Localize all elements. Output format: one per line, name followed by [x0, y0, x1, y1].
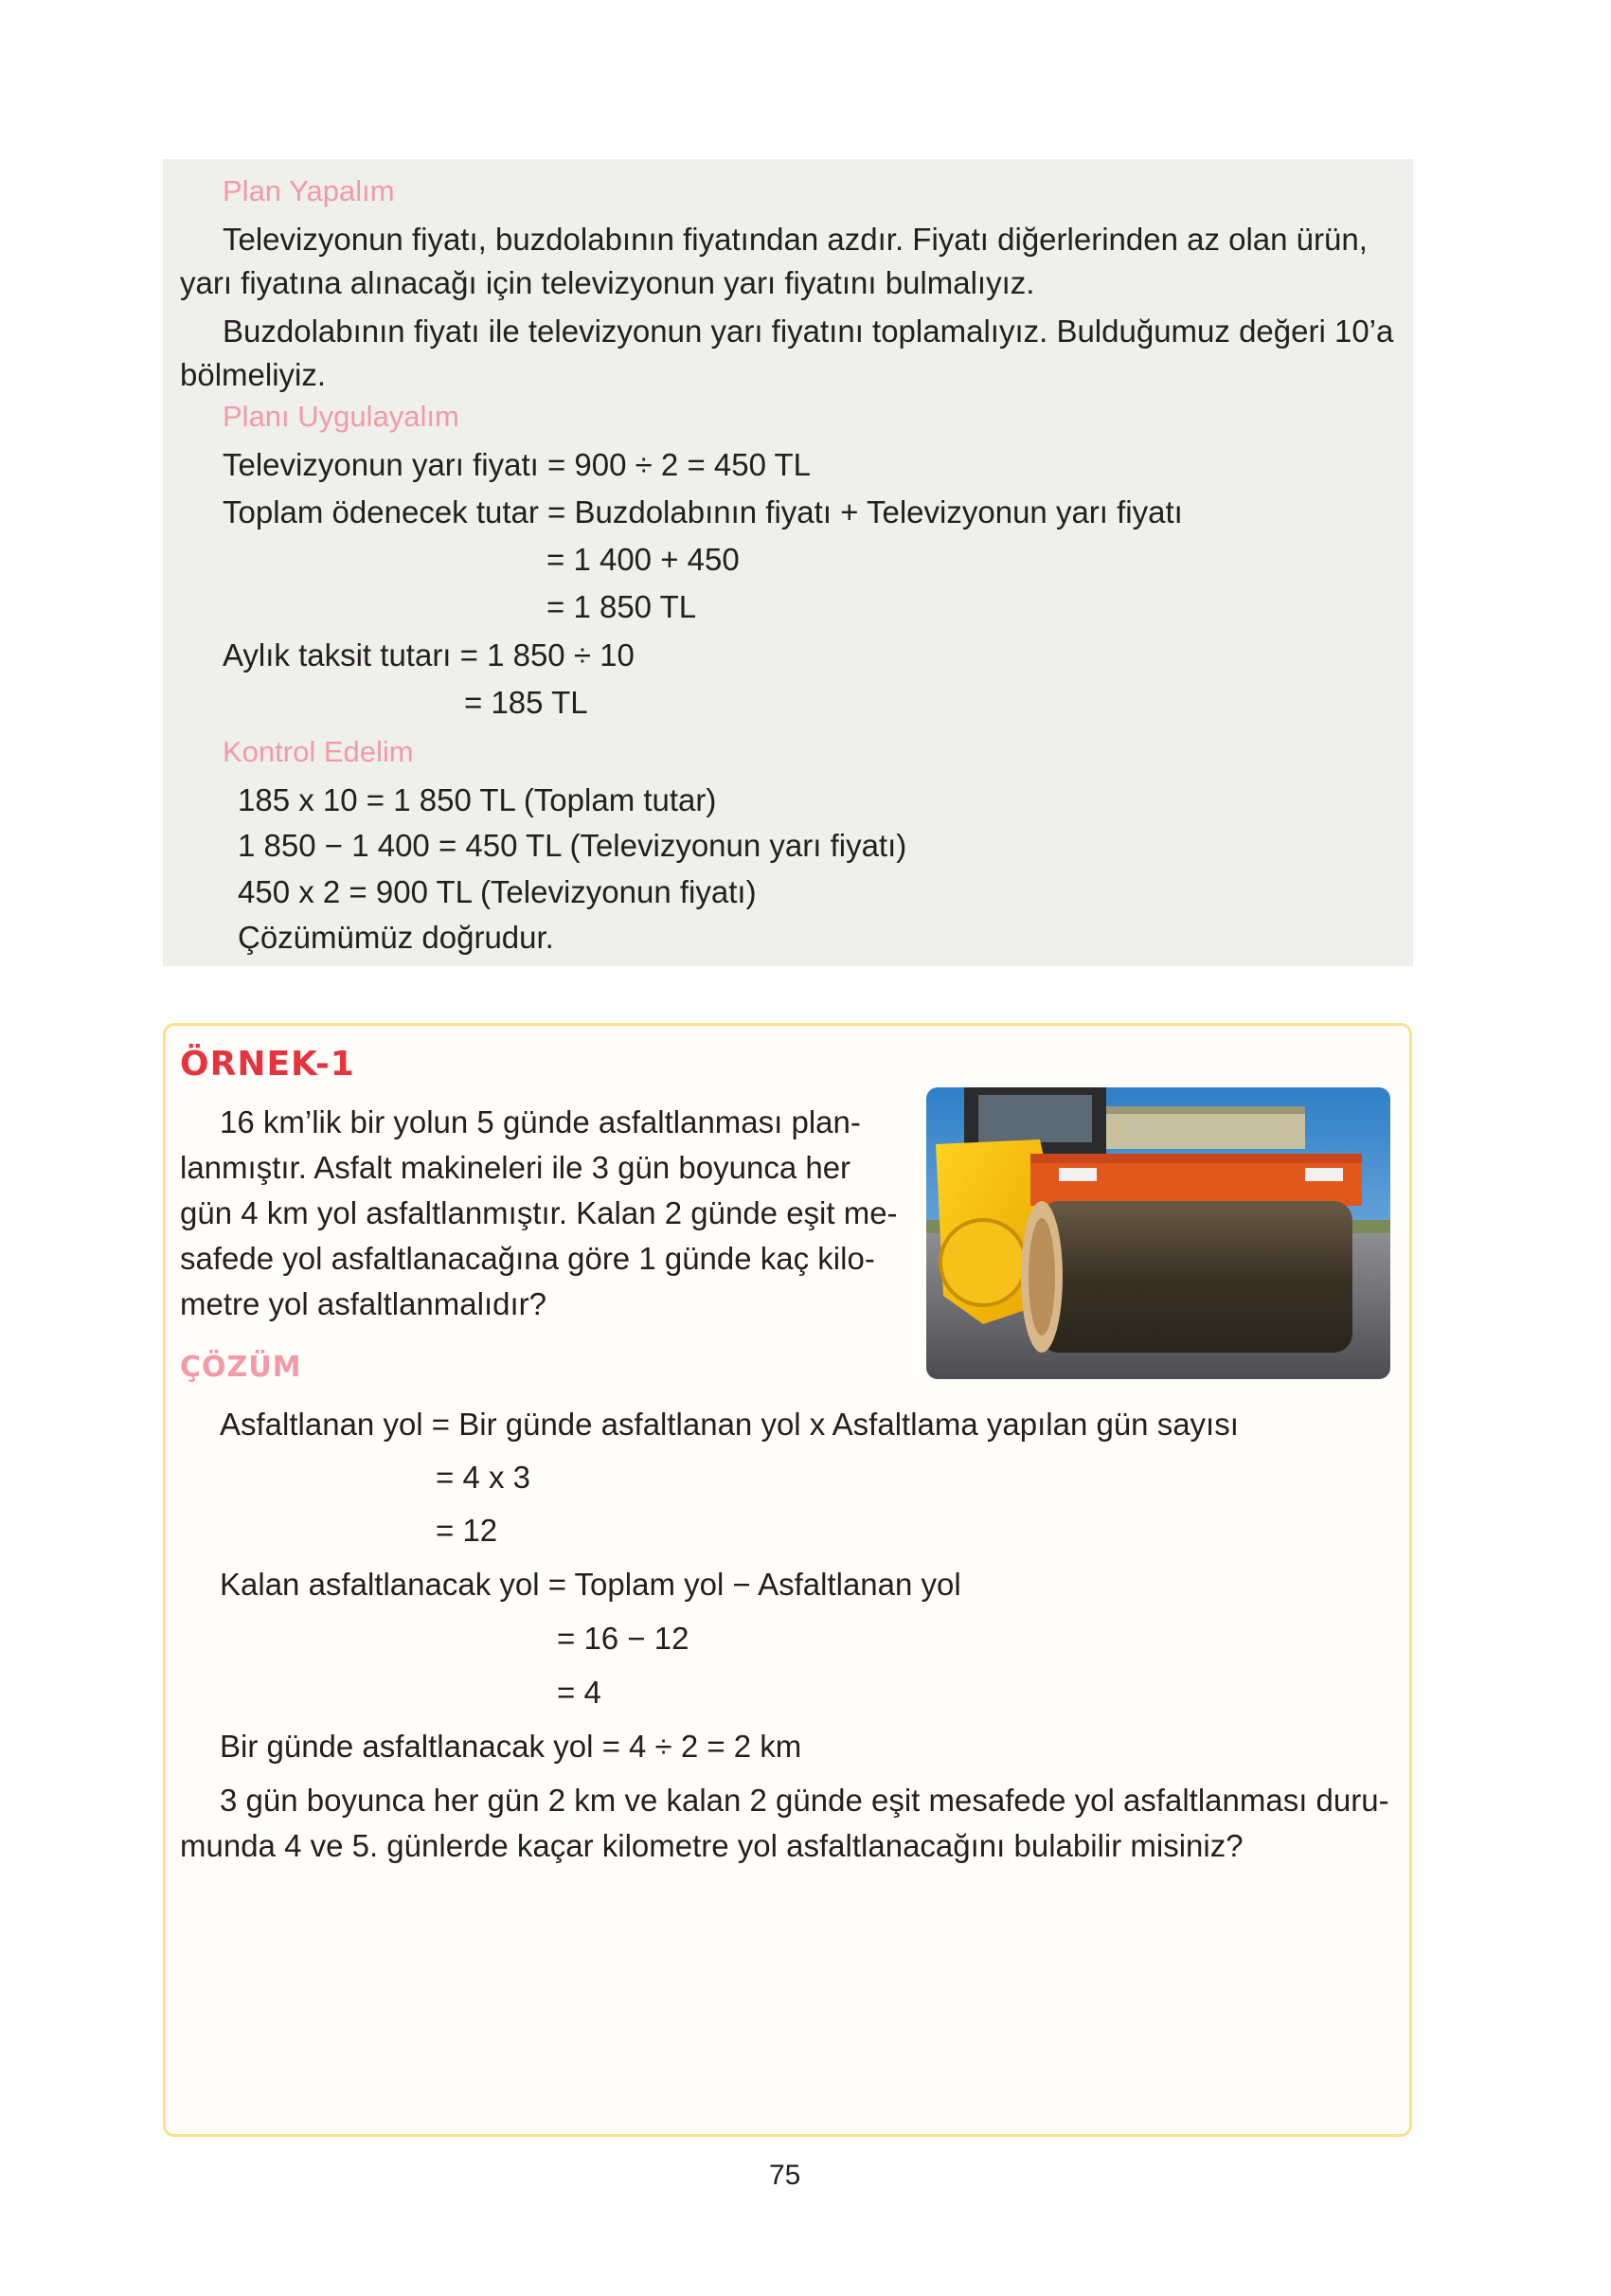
plan-yapalim-heading: Plan Yapalım [223, 174, 395, 207]
calc-line: = 1 850 TL [546, 589, 697, 624]
kontrol-edelim-heading: Kontrol Edelim [223, 735, 414, 768]
solution-line: = 4 x 3 [436, 1460, 530, 1495]
question-line: munda 4 ve 5. günlerde kaçar kilometre yol asfaltlanacağını bulabilir misiniz? [180, 1828, 1244, 1863]
problem-line: 16 km’lik bir yolun 5 günde asfaltlanması plan- [220, 1104, 861, 1139]
check-line: Çözümümüz doğrudur. [238, 920, 554, 955]
problem-line: metre yol asfaltlanmalıdır? [180, 1286, 546, 1321]
solution-line: Kalan asfaltlanacak yol = Toplam yol − Asfaltlanan yol [220, 1567, 961, 1602]
solution-line: Bir günde asfaltlanacak yol = 4 ÷ 2 = 2 km [220, 1729, 802, 1764]
page-number: 75 [769, 2160, 801, 2191]
plan-paragraph-line: Buzdolabının fiyatı ile televizyonun yarı fiyatını toplamalıyız. Bulduğumuz değeri 10’a [223, 314, 1394, 349]
problem-line: safede yol asfaltlanacağına göre 1 günde kaç kilo- [180, 1241, 875, 1276]
plan-paragraph-line: Televizyonun fiyatı, buzdolabının fiyatından azdır. Fiyatı diğerlerinden az olan ürün, [223, 222, 1368, 257]
calc-line: Televizyonun yarı fiyatı = 900 ÷ 2 = 450 TL [223, 447, 812, 482]
solution-line: = 16 − 12 [557, 1621, 689, 1656]
road-roller-illustration [926, 1087, 1390, 1379]
solution-title: ÇÖZÜM [180, 1351, 302, 1384]
plan-paragraph-line: yarı fiyatına alınacağı için televizyonun yarı fiyatını bulmalıyız. [180, 265, 1035, 300]
calc-line: Aylık taksit tutarı = 1 850 ÷ 10 [223, 637, 635, 673]
question-line: 3 gün boyunca her gün 2 km ve kalan 2 günde eşit mesafede yol asfaltlanması duru- [220, 1783, 1389, 1818]
example-title: ÖRNEK-1 [180, 1045, 355, 1084]
problem-line: lanmıştır. Asfalt makineleri ile 3 gün boyunca her [180, 1150, 851, 1185]
solution-line: = 12 [436, 1513, 498, 1548]
check-line: 450 x 2 = 900 TL (Televizyonun fiyatı) [238, 874, 757, 909]
road-roller-photo [926, 1087, 1390, 1379]
calc-line: = 1 400 + 450 [546, 542, 740, 577]
calc-line: = 185 TL [464, 685, 588, 720]
problem-line: gün 4 km yol asfaltlanmıştır. Kalan 2 günde eşit me- [180, 1195, 898, 1230]
solution-line: Asfaltlanan yol = Bir günde asfaltlanan yol x Asfaltlama yapılan gün sayısı [220, 1407, 1239, 1442]
plan-paragraph-line: bölmeliyiz. [180, 357, 327, 392]
check-line: 1 850 − 1 400 = 450 TL (Televizyonun yarı fiyatı) [238, 828, 907, 863]
plani-uygulayalim-heading: Planı Uygulayalım [223, 400, 459, 433]
check-line: 185 x 10 = 1 850 TL (Toplam tutar) [238, 782, 717, 817]
calc-line: Toplam ödenecek tutar = Buzdolabının fiyatı + Televizyonun yarı fiyatı [223, 494, 1183, 529]
solution-line: = 4 [557, 1675, 601, 1710]
